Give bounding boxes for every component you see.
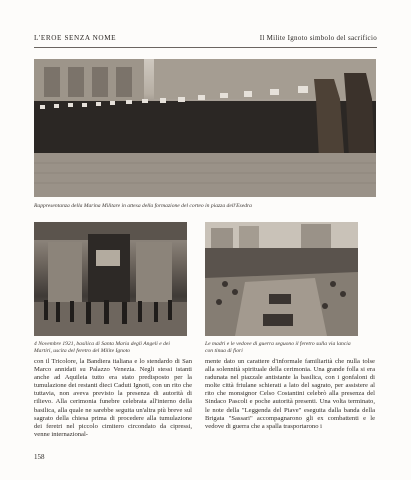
caption-right-photo: Le madri e le vedove di guerra seguono il feretro sulla via lancia con tinua di fiori xyxy=(205,341,351,354)
photo-navy-honor-guard-drawing xyxy=(34,59,376,197)
photo-basilica-exit xyxy=(34,222,187,336)
running-header xyxy=(34,34,377,46)
caption-left-photo: 4 Novembre 1921, basilica di Santa Maria degli Angeli e dei Martiri, uscita del feretro del Milite Ignoto xyxy=(34,341,170,354)
page-number: 158 xyxy=(34,453,45,461)
header-title: L'EROE SENZA NOME xyxy=(34,34,117,42)
photo-procession xyxy=(205,222,358,336)
header-chapter: Il Milite Ignoto simbolo del sacrificio xyxy=(259,34,377,42)
photo-navy-honor-guard xyxy=(34,59,376,197)
body-text-right: mente dato un carattere d'informale familiarità che nulla tolse alla solennità spirituale della cerimonia. Una grande folla si era radunata nel piazzale antistante la basilica, con i gonfaloni di molte città friulane schierati a lato del sagrato, per assistere al rito che monsignor Celso Costantini celebrò alla presenza del Sindaco Pascoli e poche autorità presenti. Una volta terminato, le note della "Leggenda del Piave" eseguita dalla banda della Brigata "Sassari" accompagnarono gli ex combattenti e le vedove di guerra che a spalla trasportarono i xyxy=(205,358,375,430)
header-rule xyxy=(34,47,377,48)
body-text-left: con il Tricolore, la Bandiera italiana e lo stendardo di San Marco annidati su Palazzo Venezia. Negli stessi istanti anche ad Aquileia tutto era stato predisposto per la tumulazione dei restanti dieci Caduti Ignoti, con un rito che tuttavia, non aveva previsto la presenza di autorità di rilievo. Alla cerimonia funebre celebrata all'interno della basilica, alla quale ne sarebbe seguita un'altra più breve sul sagrato della chiesa prima di procedere alla tumulazione dei feretri nel piccolo cimitero circondato da cipressi, vennе internazional- xyxy=(34,358,192,438)
body-column-right xyxy=(205,358,375,431)
photo-basilica-exit-drawing xyxy=(34,222,187,336)
photo-procession-drawing xyxy=(205,222,358,336)
caption-top-photo: Rappresentanza della Marina Militare in attesa della formazione del corteo in piazza dell'Esedra xyxy=(34,203,252,209)
body-column-left xyxy=(34,358,192,439)
